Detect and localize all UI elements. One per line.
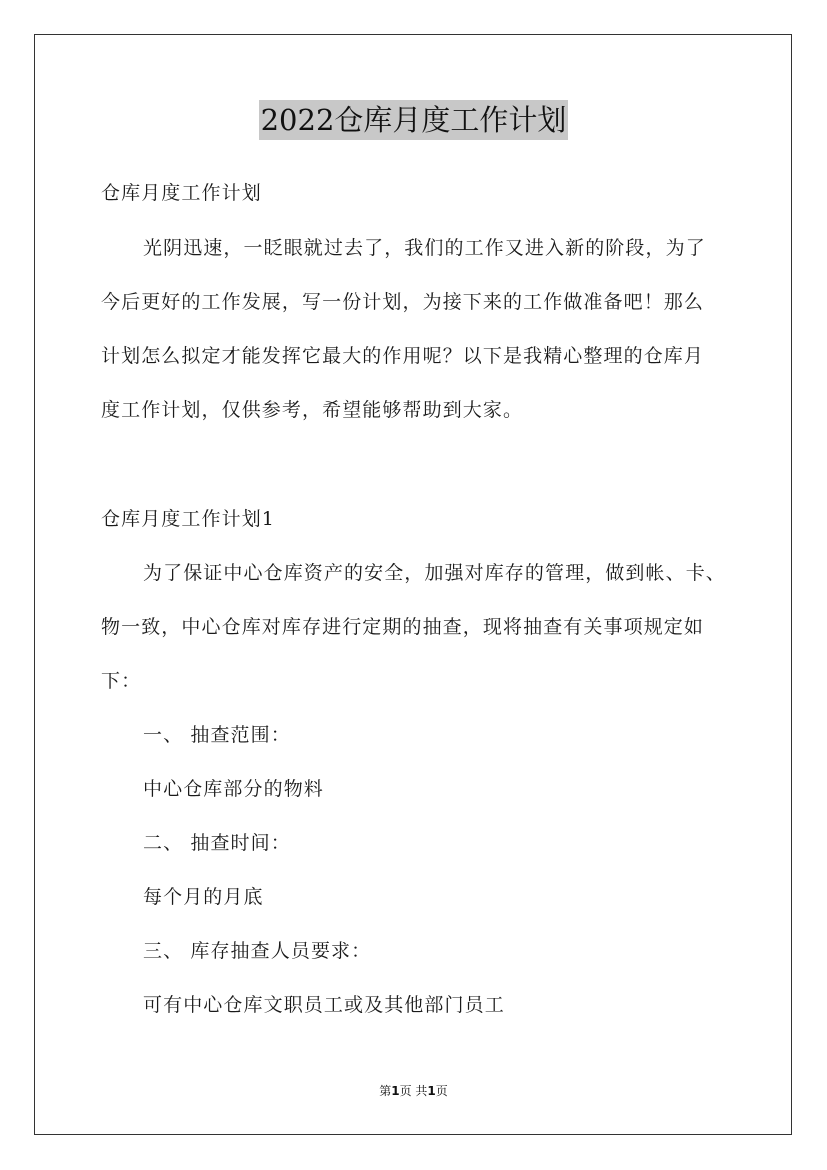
section1-line-1: 为了保证中心仓库资产的安全，加强对库存的管理，做到帐、卡、 xyxy=(143,562,726,584)
footer-page-current: 1 xyxy=(391,1084,400,1098)
title-container xyxy=(0,100,827,140)
item-heading-staff: 三、 库存抽查人员要求： xyxy=(143,940,372,962)
item-text-scope: 中心仓库部分的物料 xyxy=(143,778,324,800)
document-subtitle: 仓库月度工作计划 xyxy=(101,182,262,204)
footer-suffix: 页 xyxy=(435,1084,448,1098)
page-footer xyxy=(0,1083,827,1099)
footer-page-total: 1 xyxy=(427,1084,436,1098)
document-title: 2022仓库月度工作计划 xyxy=(259,100,569,140)
intro-line-3: 计划怎么拟定才能发挥它最大的作用呢？以下是我精心整理的仓库月 xyxy=(101,345,705,367)
intro-line-4: 度工作计划，仅供参考，希望能够帮助到大家。 xyxy=(101,399,524,421)
section1-line-2: 物一致，中心仓库对库存进行定期的抽查，现将抽查有关事项规定如 xyxy=(101,616,705,638)
footer-mid: 页 共 xyxy=(399,1084,428,1098)
item-text-staff: 可有中心仓库文职员工或及其他部门员工 xyxy=(143,994,505,1016)
intro-line-1: 光阴迅速，一眨眼就过去了，我们的工作又进入新的阶段，为了 xyxy=(143,237,706,259)
item-heading-time: 二、 抽查时间： xyxy=(143,832,291,854)
item-heading-scope: 一、 抽查范围： xyxy=(143,724,291,746)
item-text-time: 每个月的月底 xyxy=(143,886,264,908)
intro-line-2: 今后更好的工作发展，写一份计划，为接下来的工作做准备吧！那么 xyxy=(101,291,705,313)
section1-line-3: 下： xyxy=(101,670,142,692)
footer-prefix: 第 xyxy=(379,1084,392,1098)
section1-heading: 仓库月度工作计划1 xyxy=(101,508,275,530)
